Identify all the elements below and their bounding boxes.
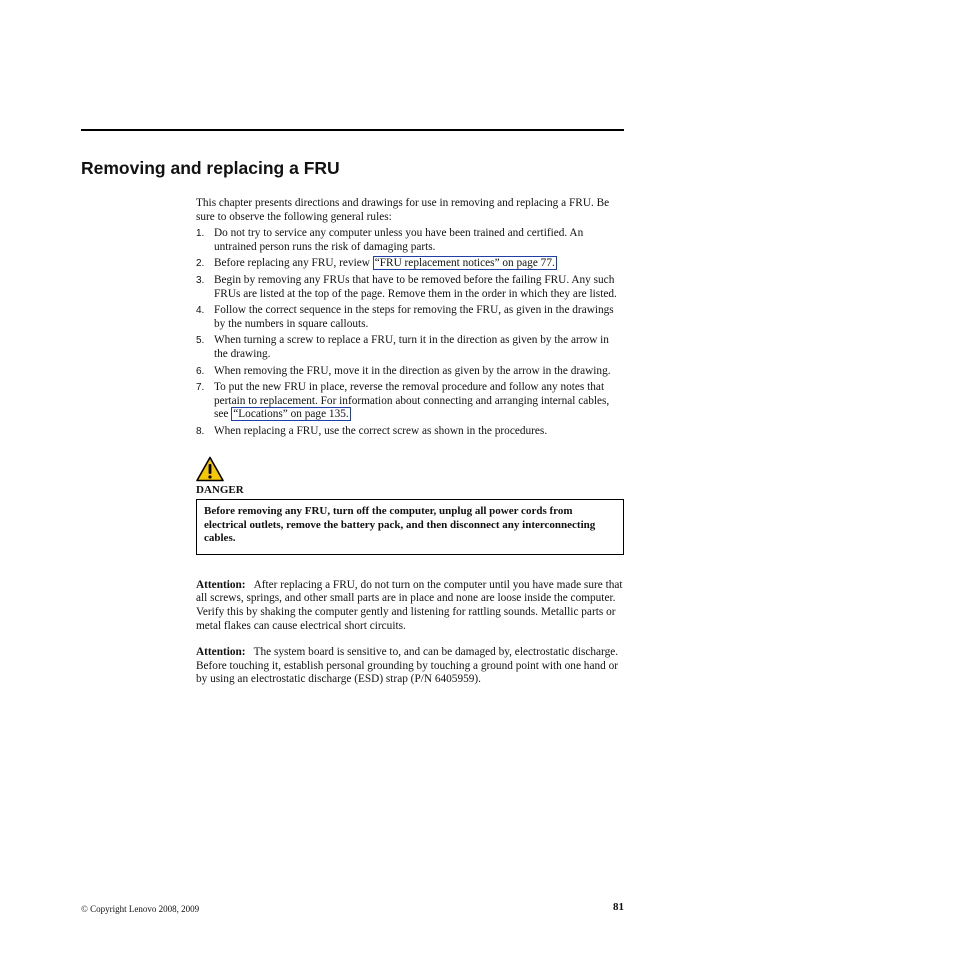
list-item: 8. When replacing a FRU, use the correct screw as shown in the procedures. bbox=[196, 424, 548, 437]
danger-notice-box: Before removing any FRU, turn off the computer, unplug all power cords from electrical outlets, remove the battery pack, and then disconnect any interconnecting cables. bbox=[196, 499, 624, 555]
page-title: Removing and replacing a FRU bbox=[81, 158, 340, 178]
link-locations[interactable]: “Locations” on page 135. bbox=[233, 408, 349, 421]
warning-triangle-icon bbox=[196, 456, 224, 482]
danger-label: DANGER bbox=[196, 483, 244, 496]
attention-text: After replacing a FRU, do not turn on the computer until you have made sure that all screws, springs, and other small parts are in place and none are loose inside the computer. Verify this by shaking the computer gently and listening for rattling sounds. Metallic parts or metal flakes can cause electrical short circuits. bbox=[196, 578, 623, 632]
attention-label: Attention: bbox=[196, 646, 246, 659]
page-number: 81 bbox=[613, 901, 624, 913]
rules-list bbox=[196, 227, 624, 438]
list-item: 2. Before replacing any FRU, review “FRU replacement notices” on page 77. bbox=[196, 257, 555, 270]
list-item: 5. When turning a screw to replace a FRU, turn it in the direction as given by the arrow in the drawing. bbox=[196, 334, 609, 360]
list-item: 7. To put the new FRU in place, reverse the removal procedure and follow any notes that pertain to replacement. For information about connecting and arranging internal cables, see “Locations” on page 135. bbox=[196, 381, 610, 421]
attention-label: Attention: bbox=[196, 578, 246, 591]
content-column bbox=[196, 197, 624, 687]
chapter-rule bbox=[81, 129, 624, 131]
list-item: 6. When removing the FRU, move it in the direction as given by the arrow in the drawing. bbox=[196, 364, 611, 377]
list-item: 3. Begin by removing any FRUs that have to be removed before the failing FRU. Any such FRUs are listed at the top of the page. Remove them in the order in which they are listed. bbox=[196, 273, 617, 300]
link-fru-replacement-notices[interactable]: “FRU replacement notices” on page 77. bbox=[374, 257, 555, 270]
list-item: 4. Follow the correct sequence in the steps for removing the FRU, as given in the drawings by the numbers in square callouts. bbox=[196, 304, 614, 330]
copyright-footer: © Copyright Lenovo 2008, 2009 bbox=[81, 904, 200, 914]
intro-paragraph: This chapter presents directions and drawings for use in removing and replacing a FRU. Be sure to observe the following general rules: bbox=[196, 197, 610, 223]
attention-notice bbox=[196, 579, 624, 633]
list-item: 1. Do not try to service any computer unless you have been trained and certified. An untrained person runs the risk of damaging parts. bbox=[196, 227, 584, 253]
attention-text: The system board is sensitive to, and can be damaged by, electrostatic discharge. Before touching it, establish personal grounding by touching a ground point with one hand or by using an electrostatic discharge (ESD) strap (P/N 6405959). bbox=[196, 646, 619, 686]
attention-notice bbox=[196, 646, 624, 687]
